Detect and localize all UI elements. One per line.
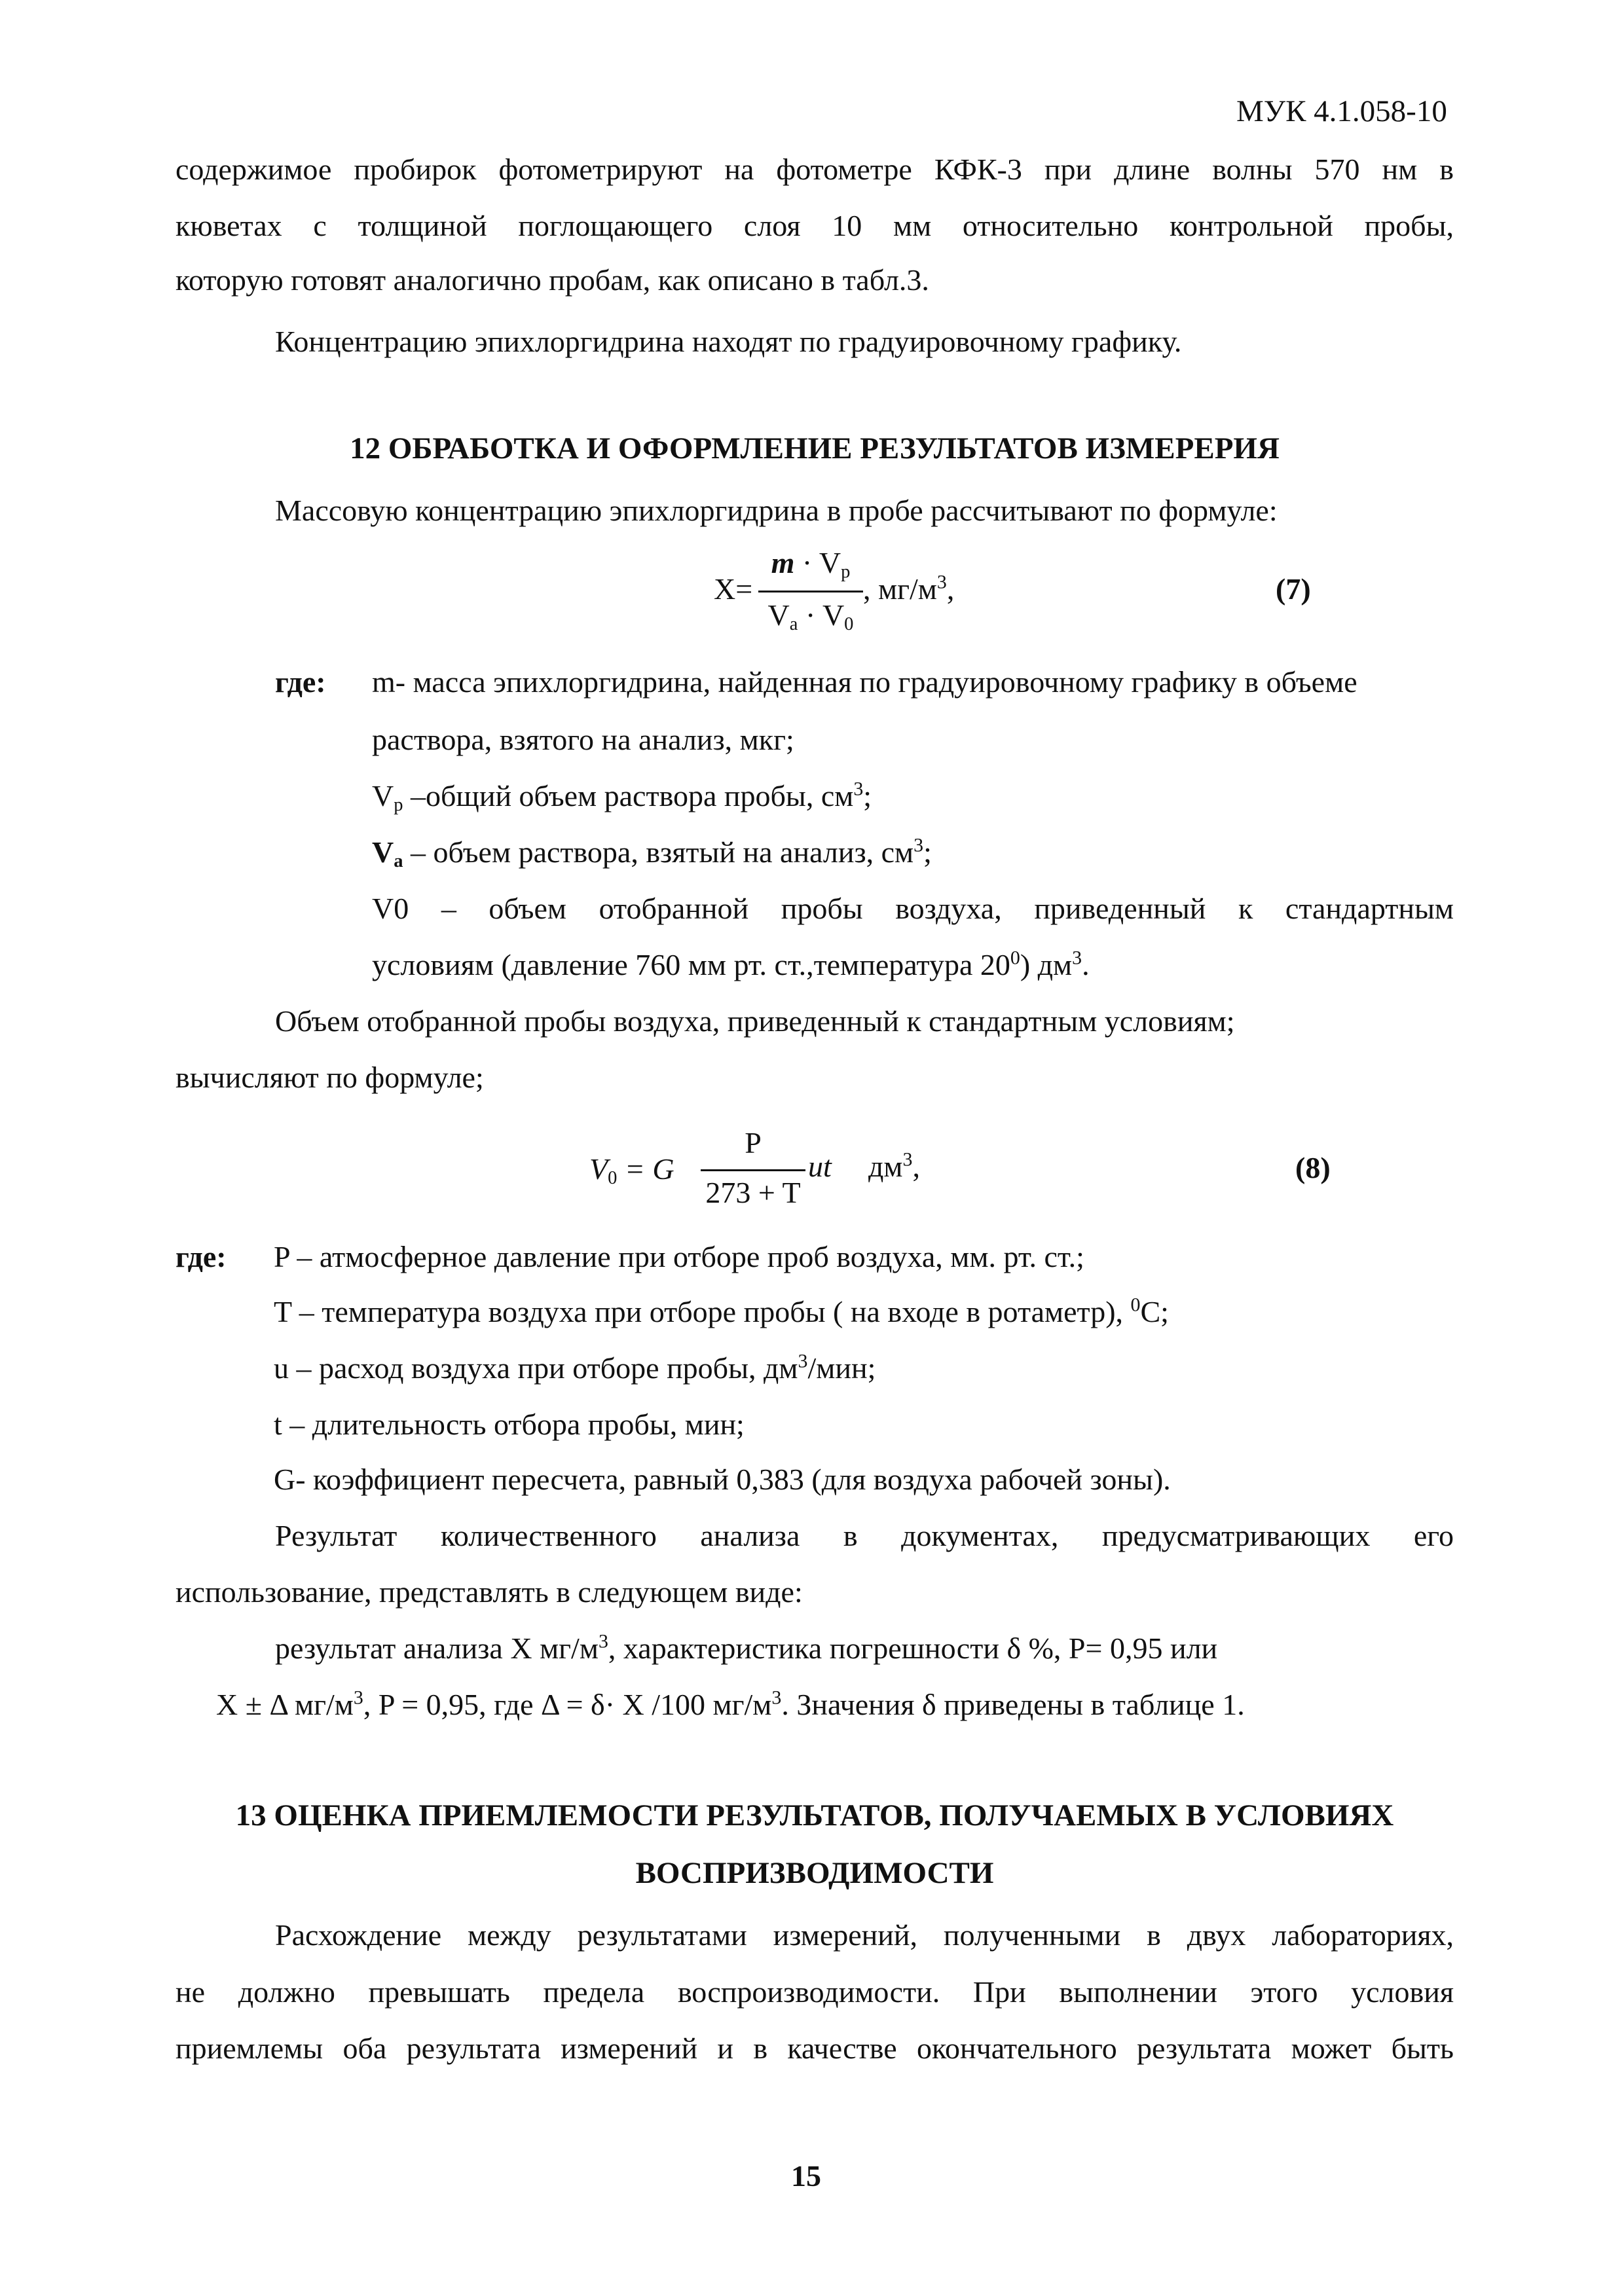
volume-intro-line-2: вычисляют по формуле; <box>175 1061 484 1094</box>
section-13-line-1: Расхождение между результатами измерений, полученными в двух лабораториях, <box>275 1918 1454 1952</box>
page-number: 15 <box>791 2159 821 2193</box>
section-13-line-2: не должно превышать предела воспроизводимости. При выполнении этого условия <box>175 1975 1454 2009</box>
section-12-title: 12 ОБРАБОТКА И ОФОРМЛЕНИЕ РЕЗУЛЬТАТОВ ИЗМЕРЕРИЯ <box>350 431 1280 465</box>
formula-7-numerator: $m \cdot V_p$ <box>771 546 851 583</box>
def-t: T – температура воздуха при отборе пробы ( на входе в ротаметр), $^0$С; <box>274 1294 1169 1328</box>
document-code: МУК 4.1.058-10 <box>1236 94 1447 128</box>
intro-line-4: Концентрацию эпихлоргидрина находят по градуировочному графику. <box>275 325 1182 358</box>
def-v0-line-1: V0 – объем отобранной пробы воздуха, приведенный к стандартным <box>372 892 1454 925</box>
formula-8-denominator: 273 + T <box>705 1176 801 1209</box>
def-m-line-1: m- масса эпихлоргидрина, найденная по градуировочному графику в объеме <box>372 665 1357 699</box>
def-u: u – расход воздуха при отборе пробы, $дм^3$/мин; <box>274 1350 876 1385</box>
result-line-3: результат анализа X $мг/м^3$, характеристика погрешности δ %, Р= 0,95 или <box>275 1630 1218 1665</box>
section-13-title-line-1: 13 ОЦЕНКА ПРИЕМЛЕМОСТИ РЕЗУЛЬТАТОВ, ПОЛУЧАЕМЫХ В УСЛОВИЯХ <box>235 1798 1394 1832</box>
volume-intro-line-1: Объем отобранной пробы воздуха, приведенный к стандартным условиям; <box>275 1004 1235 1038</box>
where-label-7: где: <box>275 665 326 699</box>
intro-line-2: кюветах с толщиной поглощающего слоя 10 мм относительно контрольной пробы, <box>175 209 1454 242</box>
intro-line-3: которую готовят аналогично пробам, как описано в табл.3. <box>175 263 929 297</box>
formula-8-fraction-bar <box>701 1169 805 1171</box>
formula-7-number: (7) <box>1276 572 1311 606</box>
intro-line-1: содержимое пробирок фотометрируют на фотометре КФК-3 при длине волны 570 нм в <box>175 153 1454 186</box>
where-label-8: где: <box>175 1240 227 1273</box>
formula-7-fraction-bar <box>758 591 863 592</box>
formula-8-number: (8) <box>1295 1151 1331 1184</box>
formula-8-lhs: $V_0 = G$ <box>589 1152 674 1189</box>
section-13-title-line-2: ВОСПРИЗВОДИМОСТИ <box>635 1856 994 1890</box>
section-12-intro: Массовую концентрацию эпихлоргидрина в пробе рассчитывают по формуле: <box>275 494 1278 527</box>
def-v0-line-2: условиям (давление 760 мм рт. ст.,температура $20^0$) $дм^3$. <box>372 947 1090 981</box>
def-vp: $V_p$ –общий объем раствора пробы, $см^3$; <box>372 778 872 816</box>
def-m-line-2: раствора, взятого на анализ, мкг; <box>372 723 794 756</box>
result-line-2: использование, представлять в следующем виде: <box>175 1575 803 1609</box>
def-va: $V_a$ – объем раствора, взятый на анализ, $см^3$; <box>372 834 932 872</box>
formula-8-unit: $дм^3$, <box>868 1148 920 1183</box>
result-line-4: X ± Δ $мг/м^3$, P = 0,95, где Δ = δ· X /100 $мг/м^3$. Значения δ приведены в таблице 1. <box>216 1686 1245 1721</box>
formula-8-numerator: P <box>745 1126 762 1159</box>
formula-7-denominator: $V_a \cdot V_0$ <box>767 598 854 635</box>
formula-7-lhs: X= <box>714 572 753 606</box>
formula-7-unit: , $мг/м^3$, <box>863 571 955 606</box>
formula-8-tail: ut <box>808 1150 832 1183</box>
def-t-duration: t – длительность отбора пробы, мин; <box>274 1408 745 1441</box>
section-13-line-3: приемлемы оба результата измерений и в качестве окончательного результата может быть <box>175 2032 1454 2065</box>
result-line-1: Результат количественного анализа в документах, предусматривающих его <box>275 1519 1454 1552</box>
def-g: G- коэффициент пересчета, равный 0,383 (для воздуха рабочей зоны). <box>274 1463 1171 1496</box>
def-p: P – атмосферное давление при отборе проб воздуха, мм. рт. ст.; <box>274 1240 1084 1273</box>
